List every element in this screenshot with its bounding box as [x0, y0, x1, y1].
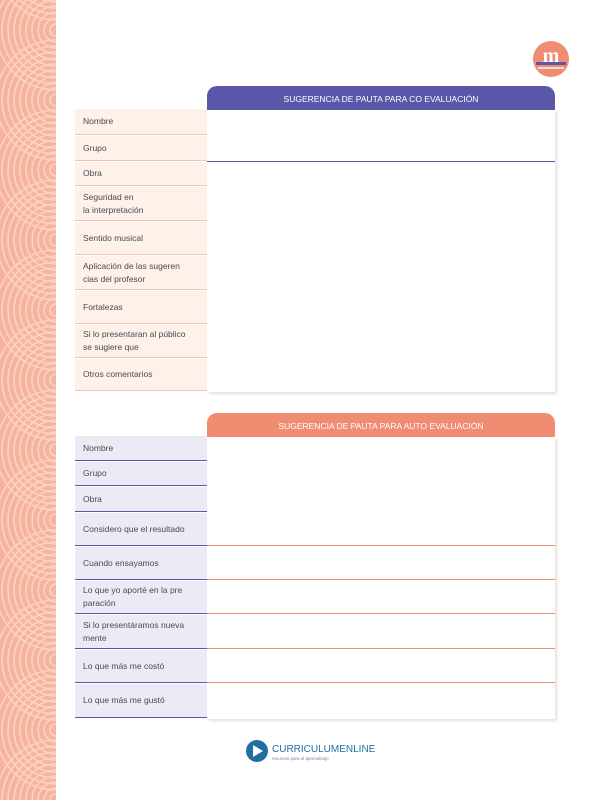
co-row-label-text: Nombre [83, 116, 114, 126]
co-row-label-text: Aplicación de las sugeren cias del profesor [83, 260, 180, 284]
row-divider [75, 390, 207, 391]
auto-evaluation-header [207, 413, 555, 437]
auto-row-label [75, 513, 207, 545]
auto-evaluation-title: SUGERENCIA DE PAUTA PARA AUTO EVALUACIÓN [278, 421, 484, 431]
co-row-label-text: Otros comentarios [83, 369, 153, 379]
row-divider [75, 717, 207, 718]
co-row-label [75, 222, 207, 254]
co-row-label [75, 136, 207, 160]
row-divider [75, 579, 207, 580]
answer-divider [207, 613, 555, 614]
auto-row-label [75, 547, 207, 579]
row-divider [75, 648, 207, 649]
co-row-label-text: Sentido musical [83, 232, 144, 243]
row-divider [75, 511, 207, 512]
co-row-label [75, 187, 207, 220]
row-divider [75, 289, 207, 290]
row-divider [75, 220, 207, 221]
auto-evaluation-answer-area[interactable] [207, 437, 555, 719]
co-evaluation-title: SUGERENCIA DE PAUTA PARA CO EVALUACIÓN [283, 94, 479, 104]
auto-row-label [75, 615, 207, 648]
auto-row-label [75, 487, 207, 511]
row-divider [75, 357, 207, 358]
auto-row-label [75, 436, 207, 460]
auto-row-label-text: Cuando ensayamos [83, 557, 159, 568]
auto-row-label-text: Lo que yo aporté en la pre paración [83, 585, 183, 608]
footer-brand [245, 738, 375, 766]
co-evaluation-divider [207, 161, 555, 162]
auto-row-label-text: Obra [83, 493, 102, 504]
auto-row-label-text: Si lo presentáramos nueva mente [83, 619, 185, 643]
co-row-label-text: Seguridad en la interpretación [83, 191, 144, 215]
row-divider [75, 323, 207, 324]
answer-divider [207, 579, 555, 580]
brand-logo [532, 40, 570, 78]
co-row-label-text: Grupo [83, 142, 107, 153]
co-evaluation-answer-area[interactable] [207, 110, 555, 392]
answer-divider [207, 545, 555, 546]
auto-row-label [75, 462, 207, 485]
row-divider [75, 613, 207, 614]
footer-tagline: recursos para el aprendizaje [272, 756, 329, 761]
auto-row-label [75, 581, 207, 613]
co-row-label [75, 109, 207, 134]
auto-row-label [75, 650, 207, 682]
row-divider [75, 160, 207, 161]
footer-brand-name: CURRICULUMENLINEA [272, 744, 375, 755]
auto-row-label-text: Nombre [83, 442, 114, 453]
co-row-label [75, 162, 207, 185]
answer-divider [207, 648, 555, 649]
co-row-label-text: Fortalezas [83, 301, 123, 312]
co-row-label-text: Obra [83, 168, 102, 178]
auto-row-label-text: Lo que más me costó [83, 660, 165, 671]
auto-evaluation-table [75, 413, 555, 721]
co-row-label [75, 325, 207, 357]
auto-row-label-text: Considero que el resultado [83, 523, 185, 534]
auto-row-label [75, 684, 207, 717]
answer-divider [207, 682, 555, 683]
row-divider [75, 545, 207, 546]
co-row-label-text: Si lo presentaran al público se sugiere que [83, 329, 186, 352]
auto-row-label-text: Lo que más me gustó [83, 695, 165, 705]
co-evaluation-table [75, 86, 555, 394]
row-divider [75, 485, 207, 486]
co-row-label [75, 359, 207, 390]
logo-letter: m [542, 45, 560, 67]
co-evaluation-header [207, 86, 555, 110]
row-divider [75, 460, 207, 461]
side-decoration [0, 0, 56, 800]
row-divider [75, 134, 207, 135]
co-row-label [75, 256, 207, 289]
row-divider [75, 185, 207, 186]
row-divider [75, 682, 207, 683]
co-row-label [75, 291, 207, 323]
auto-row-label-text: Grupo [83, 468, 107, 478]
row-divider [75, 254, 207, 255]
